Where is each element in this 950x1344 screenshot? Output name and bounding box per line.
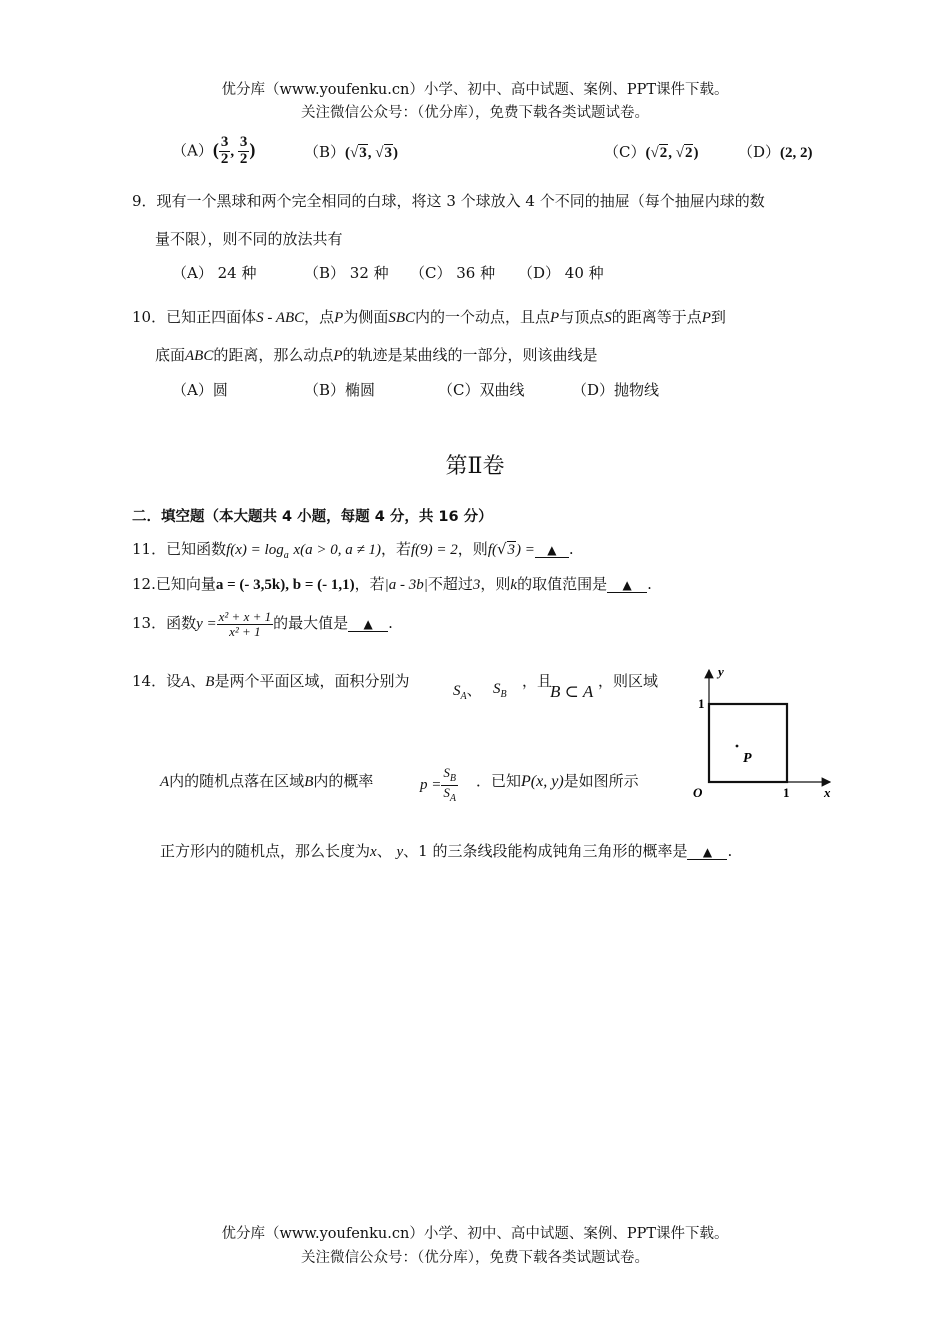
q10-line-2: 底面ABC的距离，那么动点P的轨迹是某曲线的一部分，则该曲线是 [155, 346, 598, 364]
q10-option-a: （A）圆 [172, 381, 228, 399]
q10-option-b: （B）椭圆 [304, 381, 376, 399]
header-line-1: 优分库（www.youfenku.cn）小学、初中、高中试题、案例、PPT课件下载。 [221, 82, 729, 98]
q8-option-d: （D）(2, 2) [738, 143, 813, 161]
q9-line-1: 9．现有一个黑球和两个完全相同的白球，将这 3 个球放入 4 个不同的抽屉（每个抽屉内球的数 [132, 192, 765, 210]
q9-line-2: 量不限），则不同的放法共有 [155, 230, 343, 248]
section-title: 第Ⅱ卷 [445, 454, 505, 479]
y-tick-label: 1 [698, 696, 705, 711]
q13-answer-blank[interactable]: ▲ [348, 617, 388, 632]
q9-option-c: （C） 36 种 [410, 264, 496, 282]
q12-answer-blank[interactable]: ▲ [607, 578, 647, 593]
q14-answer-blank[interactable]: ▲ [687, 845, 727, 860]
q14-line-1c: ，则区域 [598, 672, 659, 690]
q10-line-1: 10．已知正四面体S - ABC，点P为侧面SBC内的一个动点，且点P与顶点S的距离等于点P到 [132, 308, 726, 326]
q14-line-2: A内的随机点落在区域B内的概率 [160, 772, 374, 790]
header-line-2: 关注微信公众号：（优分库），免费下载各类试题试卷。 [301, 105, 649, 121]
q9-option-d: （D） 40 种 [518, 264, 604, 282]
q11-line: 11．已知函数$f(x) = \log_a x(a > 0$, a ≠ 1)，若f(9) = 2，则f(√3) = ▲ . [132, 540, 574, 561]
x-axis-label: x [824, 785, 831, 800]
q13-line: 13．函数y = $\frac{\text{x² + x + 1}}{\text{x² + 1}}$ 的最大值是 ▲ . [132, 609, 393, 639]
q10-option-c: （C）双曲线 [438, 381, 525, 399]
q8-option-a: （A）( $\frac{3}{2}$ , $\frac{3}{2}$ ) [172, 134, 256, 167]
q14-sa: $S_A$、 [453, 681, 482, 702]
part2-heading: 二．填空题（本大题共 4 小题，每题 4 分，共 16 分） [132, 509, 493, 525]
q9-option-b: （B） 32 种 [304, 264, 389, 282]
q8-option-c: （C）(√2, √2) [604, 143, 699, 161]
q8-option-b: （B）(√3, √3) [304, 143, 398, 161]
q10-option-d: （D）抛物线 [572, 381, 660, 399]
q14-sb: $S_B$ [493, 681, 507, 700]
q14-line-1b: ，且 [522, 672, 553, 690]
footer-line-2: 关注微信公众号：（优分库），免费下载各类试题试卷。 [301, 1250, 649, 1266]
q14-line-3: 正方形内的随机点，那么长度为x、 y、1 的三条线段能构成钝角三角形的概率是 ▲ . [160, 842, 733, 860]
q14-line-1: 14．设A、B是两个平面区域，面积分别为 [132, 672, 410, 690]
q14-line-2b: ．已知P(x, y)是如图所示 [476, 772, 639, 790]
unit-square [709, 704, 787, 782]
point-p-label: P [743, 751, 752, 766]
q9-option-a: （A） 24 种 [172, 264, 257, 282]
origin-label: O [693, 785, 703, 800]
q12-line: 12.已知向量a = (- 3,5k), b = (- 1,1)，若|a - 3b|不超过3，则k的取值范围是 ▲ . [132, 575, 652, 593]
square-figure [680, 664, 840, 806]
q14-subset: B ⊂ A [550, 682, 594, 701]
y-axis-label: y [718, 664, 724, 679]
q11-answer-blank[interactable]: ▲ [535, 543, 569, 558]
point-p-dot [736, 745, 739, 748]
q14-prob-formula: p = $\frac{S_B}{S_A}$ [420, 765, 456, 804]
x-tick-label: 1 [783, 785, 790, 800]
footer-line-1: 优分库（www.youfenku.cn）小学、初中、高中试题、案例、PPT课件下载。 [221, 1226, 729, 1242]
